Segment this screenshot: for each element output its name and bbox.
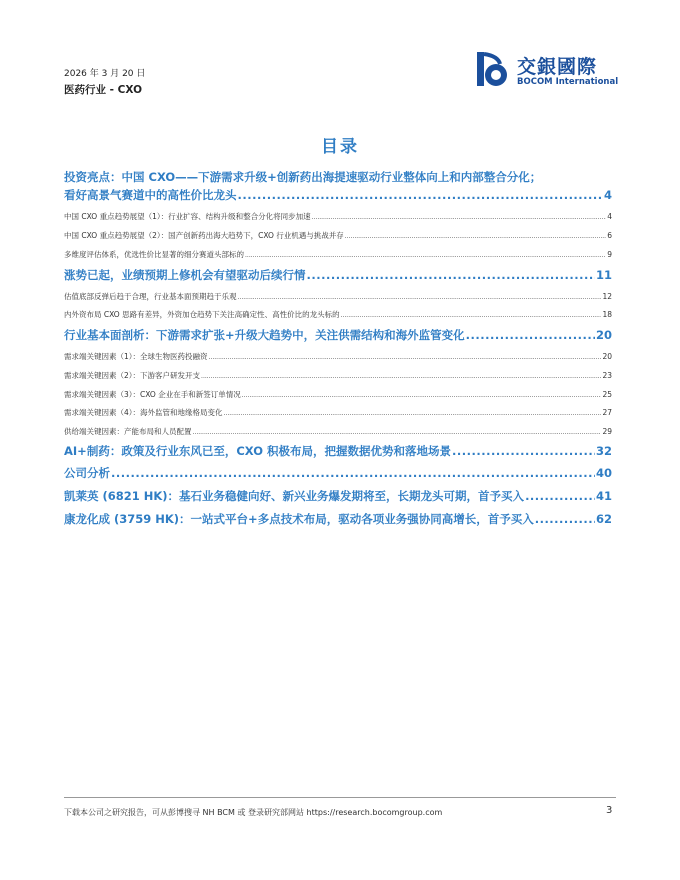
toc-entry-page: 32: [595, 444, 612, 458]
toc-entry-fundamentals[interactable]: [64, 327, 612, 343]
toc-entry-page: 29: [602, 427, 612, 436]
toc-entry-page: 27: [602, 408, 612, 417]
toc-title: 目录: [321, 137, 359, 157]
toc-entry-label: 估值底部反弹后趋于合理，行业基本面预期趋于乐观: [64, 292, 237, 301]
toc-entry-company-analysis[interactable]: [64, 465, 612, 481]
toc-entry-demand-factor-1[interactable]: [64, 351, 612, 362]
toc-leader-dots: [341, 312, 602, 319]
toc-entry-page: 20: [595, 328, 612, 342]
toc-leader-dots: [224, 410, 602, 417]
toc-leader-dots: [525, 489, 595, 503]
toc-entry-page: 4: [603, 188, 612, 202]
toc-leader-dots: [345, 233, 606, 240]
toc-entry-label: 中国 CXO 重点趋势展望（1）：行业扩容、结构升级和整合分化将同步加速: [64, 212, 311, 221]
toc-entry-page: 11: [595, 268, 612, 282]
toc-entry-valuation-rebound[interactable]: [64, 291, 612, 302]
toc-entry-trend-outlook-2[interactable]: [64, 230, 612, 241]
toc-entry-page: 18: [602, 310, 612, 319]
bocom-logo: [474, 50, 624, 92]
toc-entry-label: 多维度评估体系，优选性价比显著的细分赛道头部标的: [64, 250, 244, 259]
toc-entry-label: 中国 CXO 重点趋势展望（2）：国产创新药出海大趋势下，CXO 行业机遇与挑战并存: [64, 231, 344, 240]
toc-entry-label: 行业基本面剖析：下游需求扩张+升级大趋势中，关注供需结构和海外监管变化: [64, 328, 465, 342]
toc-entry-label: 内外资布局 CXO 思路有差异，外资加仓趋势下关注高确定性、高性价比的龙头标的: [64, 310, 340, 319]
toc-entry-demand-factor-2[interactable]: [64, 370, 612, 381]
toc-entry-ai-pharma[interactable]: [64, 443, 612, 459]
toc-leader-dots: [312, 214, 607, 221]
toc-leader-dots: [245, 252, 606, 259]
toc-entry-page: 41: [595, 489, 612, 503]
toc-entry-pharmaron[interactable]: [64, 511, 612, 527]
toc-entry-page: 12: [602, 292, 612, 301]
logo-text-cn: 交銀國際: [517, 56, 598, 78]
toc-leader-dots: [452, 444, 595, 458]
toc-entry-label: 凯莱英 (6821 HK)：基石业务稳健向好、新兴业务爆发期将至，长期龙头可期，首予买入: [64, 489, 525, 503]
toc-leader-dots: [535, 512, 595, 526]
toc-entry-page: 25: [602, 390, 612, 399]
page-number: 3: [606, 805, 613, 816]
toc-entry-demand-factor-3[interactable]: [64, 389, 612, 400]
toc-entry-trend-outlook-1[interactable]: [64, 211, 612, 222]
toc-entry-label: 需求端关键因素（4）：海外监管和地缘格局变化: [64, 408, 223, 417]
toc-entry-label: AI+制药：政策及行业东风已至，CXO 积极布局，把握数据优势和落地场景: [64, 444, 451, 458]
toc-leader-dots: [111, 466, 595, 480]
toc-leader-dots: [209, 354, 602, 361]
toc-entry-page: 9: [607, 250, 612, 259]
toc-entry-label: 需求端关键因素（2）：下游客户研发开支: [64, 371, 201, 380]
toc-entry-evaluation-system[interactable]: [64, 249, 612, 260]
toc-entry-page: 62: [595, 512, 612, 526]
toc-entry-label: 需求端关键因素（1）：全球生物医药投融资: [64, 352, 208, 361]
report-sector: 医药行业 - CXO: [64, 84, 143, 96]
toc-leader-dots: [238, 294, 602, 301]
toc-entry-demand-factor-4[interactable]: [64, 407, 612, 418]
toc-leader-dots: [193, 429, 602, 436]
footer-disclaimer: 下载本公司之研究报告，可从彭博搜寻 NH BCM 或 登录研究部网站 https://research.bocomgroup.com: [64, 808, 443, 817]
toc-entry-rally-begun[interactable]: [64, 267, 612, 283]
toc-leader-dots: [238, 188, 603, 202]
toc-entry-page: 40: [595, 466, 612, 480]
toc-entry-investment-highlights-line1[interactable]: 投资亮点：中国 CXO——下游需求升级+创新药出海提速驱动行业整体向上和内部整合分化；: [64, 170, 542, 184]
toc-entry-page: 4: [607, 212, 612, 221]
toc-entry-label: 看好高景气赛道中的高性价比龙头: [64, 188, 237, 202]
toc-leader-dots: [201, 373, 601, 380]
bocom-logo-icon: [474, 50, 514, 90]
toc-entry-page: 20: [602, 352, 612, 361]
toc-entry-capital-positioning[interactable]: [64, 309, 612, 320]
toc-entry-page: 23: [602, 371, 612, 380]
report-date: 2026 年 3 月 20 日: [64, 69, 146, 79]
toc-entry-label: 涨势已起，业绩预期上修机会有望驱动后续行情: [64, 268, 306, 282]
toc-entry-investment-highlights[interactable]: [64, 187, 612, 203]
toc-entry-page: 6: [607, 231, 612, 240]
toc-entry-supply-factor[interactable]: [64, 426, 612, 437]
toc-leader-dots: [307, 268, 595, 282]
toc-entry-label: 需求端关键因素（3）：CXO 企业在手和新签订单情况: [64, 390, 241, 399]
toc-entry-label: 供给端关键因素：产能布局和人员配置: [64, 427, 192, 436]
toc-leader-dots: [242, 392, 602, 399]
toc-entry-label: 公司分析: [64, 466, 110, 480]
logo-text-en: BOCOM International: [517, 77, 619, 87]
toc-entry-label: 康龙化成 (3759 HK)：一站式平台+多点技术布局，驱动各项业务强协同高增长，首予买入: [64, 512, 534, 526]
toc-leader-dots: [466, 328, 595, 342]
footer-divider: [64, 797, 616, 798]
toc-entry-asymchem[interactable]: [64, 488, 612, 504]
